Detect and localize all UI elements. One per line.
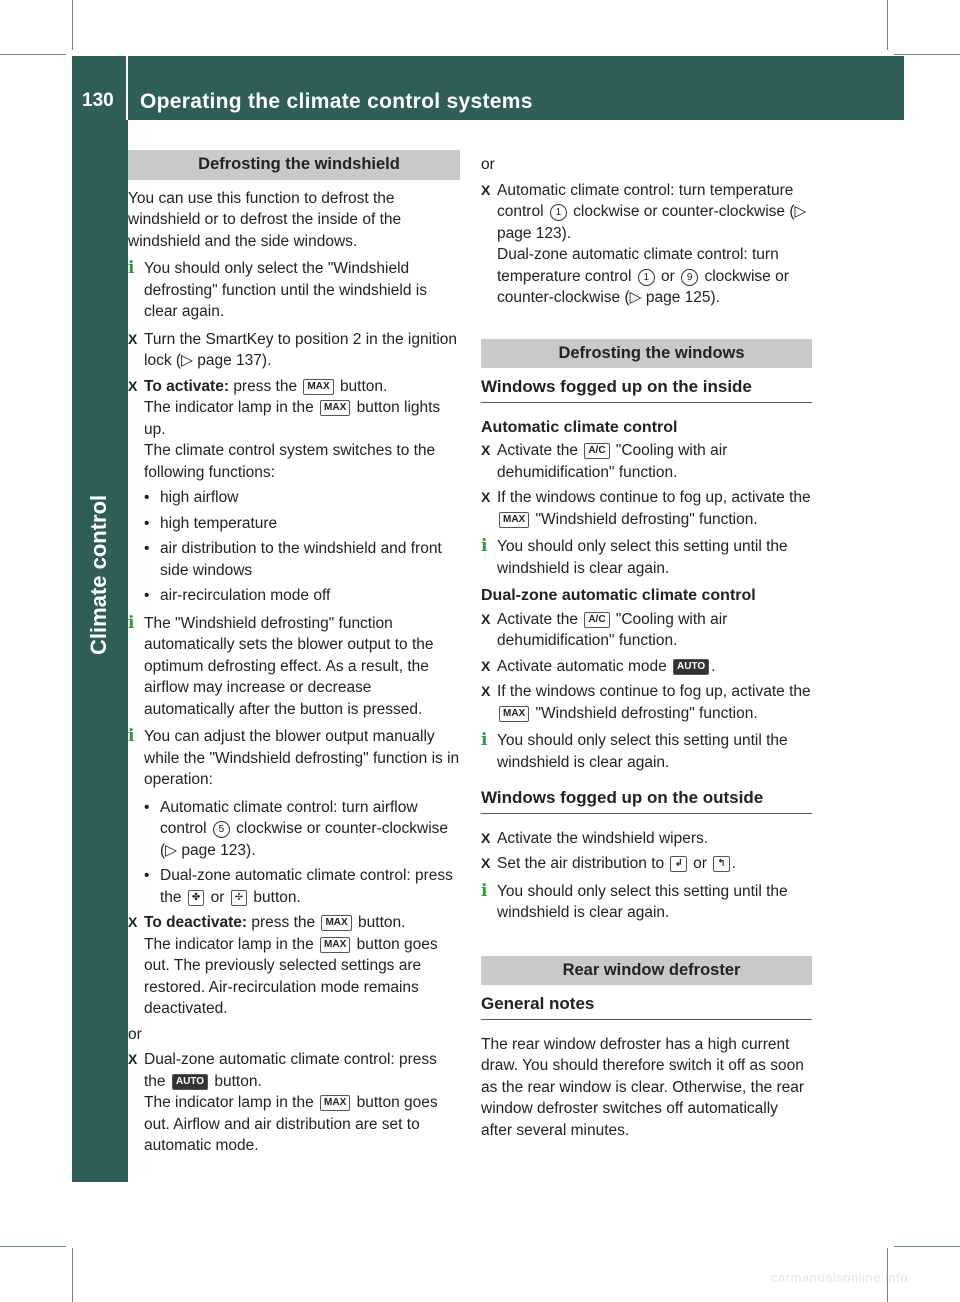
control-number-icon: 9 [681, 269, 698, 286]
control-number-icon: 1 [638, 269, 655, 286]
auto-mode-icon: AUTO [673, 659, 709, 675]
info-note: i The "Windshield defrosting" function automatically sets the blower output to the optimum defrosting effect. As a result, the airflow may increase or decrease automatically after the button is pressed. [128, 612, 434, 718]
sub-heading: Dual-zone automatic climate control [481, 587, 756, 604]
list-item: • Dual-zone automatic climate control: press the ✤ or ✢ button. [144, 867, 453, 906]
defrost-max-icon: MAX [320, 937, 350, 953]
step: X To activate: press the MAX button. The indicator lamp in the MAX button lights up. The climate control system switches to the following functions: [128, 377, 441, 481]
step: X Turn the SmartKey to position 2 in the ignition lock (▷ page 137). [128, 330, 458, 369]
section-heading: Defrosting the windshield [128, 150, 460, 180]
crop-mark [72, 1248, 73, 1302]
paragraph: The rear window defroster has a high current draw. You should therefore switch it off as soon as the rear window is clear. Otherwise, the rear window defroster switches off automatically after several minutes. [481, 1035, 805, 1139]
step-marker-icon: X [481, 442, 491, 458]
subsection-title: General notes [481, 993, 812, 1020]
fan-decrease-icon: ✢ [231, 890, 247, 906]
step: X Set the air distribution to ↲ or ↰ . [481, 853, 812, 875]
subsection-title: Windows fogged up on the outside [481, 787, 812, 814]
defrost-max-icon: MAX [321, 915, 351, 931]
step: X Activate automatic mode AUTO . [481, 656, 812, 678]
step: X Dual-zone automatic climate control: press the AUTO button. The indicator lamp in the MAX button goes out. Airflow and air distribution are set to automatic mode. [128, 1051, 438, 1154]
crop-mark [72, 0, 73, 50]
list-item: • air distribution to the windshield and front side windows [144, 540, 442, 579]
air-distribution-footwell-icon: ↲ [670, 856, 686, 872]
step-marker-icon: X [481, 657, 491, 674]
sub-heading: Automatic climate control [481, 418, 678, 436]
step: X To deactivate: press the MAX button. The indicator lamp in the MAX button goes out. The previously selected settings are restored. Air-recirculation mode remains deactivated. [128, 914, 438, 1017]
left-column [128, 150, 460, 1161]
info-note: i You can adjust the blower output manually while the "Windshield defrosting" function is in operation: [128, 726, 460, 788]
list-item: • Automatic climate control: turn airflow control 5 clockwise or counter-clockwise (▷ page 123). [144, 798, 449, 859]
air-distribution-windshield-icon: ↰ [713, 856, 729, 872]
section-heading: Rear window defroster [481, 956, 812, 986]
step: X Activate the A/C "Cooling with air dehumidification" function. [481, 610, 728, 649]
or-separator: or [481, 156, 495, 173]
control-number-icon: 1 [550, 204, 567, 221]
defrost-max-icon: MAX [320, 400, 350, 416]
step: X If the windows continue to fog up, activate the MAX "Windshield defrosting" function. [481, 683, 811, 722]
info-note: i You should only select this setting until the windshield is clear again. [481, 536, 788, 577]
info-icon: i [128, 726, 135, 746]
info-icon: i [481, 880, 488, 901]
step-marker-icon: X [128, 1051, 138, 1067]
list-item: • air-recirculation mode off [144, 587, 331, 604]
page-title: Operating the climate control systems [140, 90, 533, 113]
header-divider [126, 56, 128, 120]
page-number: 130 [82, 90, 114, 111]
step-marker-icon: X [481, 489, 491, 505]
fan-increase-icon: ✤ [188, 890, 204, 906]
info-icon: i [481, 536, 488, 556]
page-header [72, 56, 904, 120]
defrost-max-icon: MAX [499, 706, 529, 722]
step: X Activate the A/C "Cooling with air dehumidification" function. [481, 442, 728, 481]
step: X Activate the windshield wipers. [481, 828, 812, 850]
step-marker-icon: X [481, 829, 491, 846]
right-column [481, 150, 812, 1147]
ac-icon: A/C [584, 443, 609, 459]
paragraph: You can use this function to defrost the windshield or to defrost the inside of the windshield and the side windows. [128, 189, 402, 250]
subsection-title: Windows fogged up on the inside [481, 376, 812, 403]
bullet-list [128, 797, 460, 909]
step-marker-icon: X [128, 914, 138, 930]
step-marker-icon: X [481, 855, 491, 871]
auto-mode-icon: AUTO [172, 1074, 208, 1090]
control-number-icon: 5 [213, 821, 230, 838]
step: X Automatic climate control: turn temperature control 1 clockwise or counter-clockwise (▷ page 123). Dual-zone automatic climate control: turn temperature control 1 or 9 clockwise or counter-clockwise (▷ page 125). [481, 181, 807, 306]
step-marker-icon: X [481, 181, 491, 198]
info-note: i You should only select this setting until the windshield is clear again. [481, 730, 788, 771]
section-heading: Defrosting the windows [481, 339, 812, 369]
step-marker-icon: X [481, 683, 491, 699]
defrost-max-icon: MAX [499, 512, 529, 528]
info-note: i You should only select this setting until the windshield is clear again. [481, 880, 788, 921]
crop-mark [894, 1246, 960, 1247]
crop-mark [894, 54, 960, 55]
info-icon: i [481, 730, 488, 750]
step-marker-icon: X [481, 610, 491, 627]
info-icon: i [128, 258, 135, 278]
list-item: • high airflow [144, 489, 239, 506]
crop-mark [0, 1246, 66, 1247]
step: X If the windows continue to fog up, activate the MAX "Windshield defrosting" function. [481, 489, 811, 528]
ac-icon: A/C [584, 612, 609, 628]
chapter-label: Climate control [86, 494, 111, 655]
defrost-max-icon: MAX [303, 379, 333, 395]
list-item: • high temperature [144, 514, 278, 532]
info-icon: i [128, 612, 135, 633]
or-separator: or [128, 1025, 142, 1043]
defrost-max-icon: MAX [320, 1095, 350, 1111]
crop-mark [0, 54, 66, 55]
info-note: i You should only select the "Windshield defrosting" function until the windshield is clear again. [128, 258, 427, 320]
crop-mark [887, 0, 888, 50]
watermark: carmanualsonline.info [771, 1270, 908, 1285]
bullet-list [128, 487, 460, 607]
step-marker-icon: X [128, 330, 138, 347]
step-marker-icon: X [128, 377, 138, 394]
